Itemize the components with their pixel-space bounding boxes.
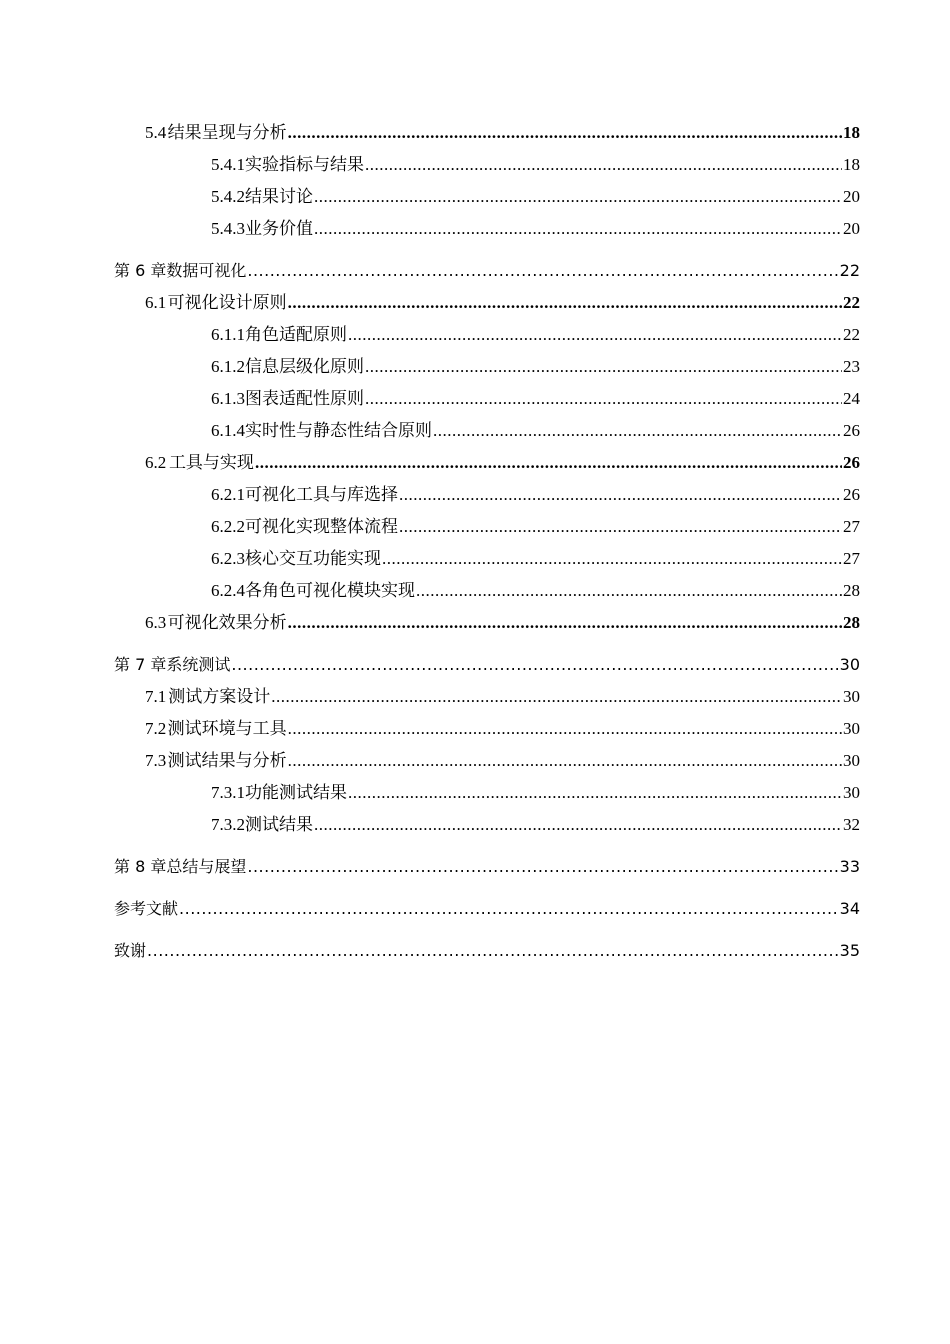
dot-leader <box>288 287 842 319</box>
toc-entry-title: 可视化设计原则 <box>167 293 287 312</box>
dot-leader <box>288 713 842 745</box>
dot-leader <box>365 149 842 181</box>
toc-entry[interactable] <box>0 415 950 447</box>
toc-entry[interactable] <box>0 351 950 383</box>
toc-entry-title: 实时性与静态性结合原则 <box>245 421 432 440</box>
toc-entry-title: 核心交互功能实现 <box>245 549 381 568</box>
toc-entry-title: 数据可视化 <box>166 261 247 280</box>
dot-leader <box>247 255 838 287</box>
toc-entry-page-number: 26 <box>843 485 860 504</box>
toc-entry-title: 业务价值 <box>245 219 313 238</box>
toc-entry[interactable] <box>0 383 950 415</box>
toc-entry-number: 7.3.1 <box>211 783 245 802</box>
toc-entry-page-number: 34 <box>839 899 860 918</box>
toc-entry-page-number: 26 <box>843 421 860 440</box>
dot-leader <box>399 479 842 511</box>
toc-entry-page-number: 28 <box>843 581 860 600</box>
dot-leader <box>365 351 842 383</box>
dot-leader <box>314 181 842 213</box>
toc-entry[interactable] <box>0 575 950 607</box>
toc-entry[interactable] <box>0 149 950 181</box>
dot-leader <box>288 607 842 639</box>
toc-entry[interactable] <box>0 745 950 777</box>
toc-entry-number: 第 8 章 <box>114 857 167 876</box>
toc-entry-title: 可视化实现整体流程 <box>245 517 398 536</box>
toc-entry-title: 致谢 <box>114 941 147 960</box>
dot-leader <box>314 213 842 245</box>
dot-leader <box>348 777 842 809</box>
toc-entry-page-number: 30 <box>843 719 860 738</box>
toc-entry-title: 测试方案设计 <box>168 687 271 706</box>
toc-entry[interactable] <box>0 287 950 319</box>
toc-entry[interactable] <box>0 851 950 883</box>
toc-entry-page-number: 18 <box>843 155 860 174</box>
toc-entry-page-number: 30 <box>839 655 860 674</box>
dot-leader <box>416 575 842 607</box>
dot-leader <box>348 319 842 351</box>
toc-entry-title: 功能测试结果 <box>245 783 347 802</box>
dot-leader <box>231 649 838 681</box>
toc-entry-page-number: 30 <box>843 783 860 802</box>
toc-entry-number: 6.2.3 <box>211 549 245 568</box>
toc-entry-number: 5.4 <box>145 123 167 142</box>
toc-entry-number: 6.1.3 <box>211 389 245 408</box>
toc-entry[interactable] <box>0 777 950 809</box>
dot-leader <box>255 447 842 479</box>
toc-entry-title: 可视化工具与库选择 <box>245 485 398 504</box>
toc-entry-title: 结果呈现与分析 <box>167 123 287 142</box>
toc-entry-title: 系统测试 <box>166 655 231 674</box>
toc-entry-number: 6.1.4 <box>211 421 245 440</box>
toc-entry[interactable] <box>0 181 950 213</box>
toc-entry-number: 6.2.4 <box>211 581 245 600</box>
toc-entry-page-number: 18 <box>843 123 860 142</box>
toc-entry[interactable] <box>0 479 950 511</box>
toc-entry-page-number: 20 <box>843 187 860 206</box>
toc-entry[interactable] <box>0 543 950 575</box>
toc-entry-number: 7.3.2 <box>211 815 245 834</box>
dot-leader <box>288 117 842 149</box>
toc-entry-page-number: 20 <box>843 219 860 238</box>
toc-entry[interactable] <box>0 319 950 351</box>
dot-leader <box>399 511 842 543</box>
toc-entry-number: 7.1 <box>145 687 167 706</box>
toc-entry-title: 总结与展望 <box>166 857 247 876</box>
toc-entry[interactable] <box>0 511 950 543</box>
toc-entry-title: 参考文献 <box>114 899 179 918</box>
dot-leader <box>179 893 839 925</box>
toc-entry[interactable] <box>0 213 950 245</box>
toc-entry-title: 测试结果 <box>245 815 313 834</box>
dot-leader <box>433 415 842 447</box>
toc-entry-title: 工具与实现 <box>168 453 254 472</box>
toc-entry-page-number: 24 <box>843 389 860 408</box>
toc-entry-number: 6.2.1 <box>211 485 245 504</box>
toc-entry-page-number: 27 <box>843 517 860 536</box>
toc-entry-page-number: 26 <box>843 453 860 472</box>
toc-entry[interactable] <box>0 681 950 713</box>
toc-entry-title: 结果讨论 <box>245 187 313 206</box>
toc-entry-number: 5.4.3 <box>211 219 245 238</box>
toc-entry-page-number: 32 <box>843 815 860 834</box>
table-of-contents <box>0 117 950 967</box>
toc-entry-number: 6.1 <box>145 293 167 312</box>
toc-entry-title: 信息层级化原则 <box>245 357 364 376</box>
toc-entry-number: 6.2 <box>145 453 167 472</box>
toc-entry-title: 图表适配性原则 <box>245 389 364 408</box>
toc-entry-page-number: 22 <box>839 261 860 280</box>
toc-entry[interactable] <box>0 255 950 287</box>
toc-entry-page-number: 23 <box>843 357 860 376</box>
toc-entry-page-number: 28 <box>843 613 860 632</box>
dot-leader <box>247 851 838 883</box>
dot-leader <box>271 681 842 713</box>
toc-entry-number: 6.1.1 <box>211 325 245 344</box>
toc-entry[interactable] <box>0 607 950 639</box>
toc-entry-number: 5.4.2 <box>211 187 245 206</box>
dot-leader <box>147 935 839 967</box>
dot-leader <box>365 383 842 415</box>
toc-entry-number: 6.2.2 <box>211 517 245 536</box>
dot-leader <box>314 809 842 841</box>
toc-entry[interactable] <box>0 893 950 925</box>
toc-entry-number: 第 7 章 <box>114 655 167 674</box>
toc-entry-page-number: 30 <box>843 687 860 706</box>
toc-entry-title: 测试环境与工具 <box>167 719 287 738</box>
toc-entry-title: 测试结果与分析 <box>167 751 287 770</box>
toc-entry-page-number: 27 <box>843 549 860 568</box>
toc-entry[interactable] <box>0 713 950 745</box>
toc-entry-page-number: 30 <box>843 751 860 770</box>
toc-entry-page-number: 22 <box>843 325 860 344</box>
toc-entry-title: 实验指标与结果 <box>245 155 364 174</box>
dot-leader <box>288 745 842 777</box>
toc-entry-title: 角色适配原则 <box>245 325 347 344</box>
toc-entry[interactable] <box>0 447 950 479</box>
dot-leader <box>382 543 842 575</box>
toc-entry[interactable] <box>0 117 950 149</box>
toc-entry[interactable] <box>0 935 950 967</box>
toc-entry-title: 可视化效果分析 <box>167 613 287 632</box>
toc-entry-page-number: 35 <box>839 941 860 960</box>
toc-entry-number: 7.2 <box>145 719 167 738</box>
toc-entry-number: 7.3 <box>145 751 167 770</box>
toc-entry-page-number: 22 <box>843 293 860 312</box>
toc-entry-title: 各角色可视化模块实现 <box>245 581 415 600</box>
toc-entry[interactable] <box>0 809 950 841</box>
toc-entry-number: 6.1.2 <box>211 357 245 376</box>
toc-entry[interactable] <box>0 649 950 681</box>
toc-entry-number: 6.3 <box>145 613 167 632</box>
toc-entry-number: 5.4.1 <box>211 155 245 174</box>
toc-entry-page-number: 33 <box>839 857 860 876</box>
toc-entry-number: 第 6 章 <box>114 261 167 280</box>
